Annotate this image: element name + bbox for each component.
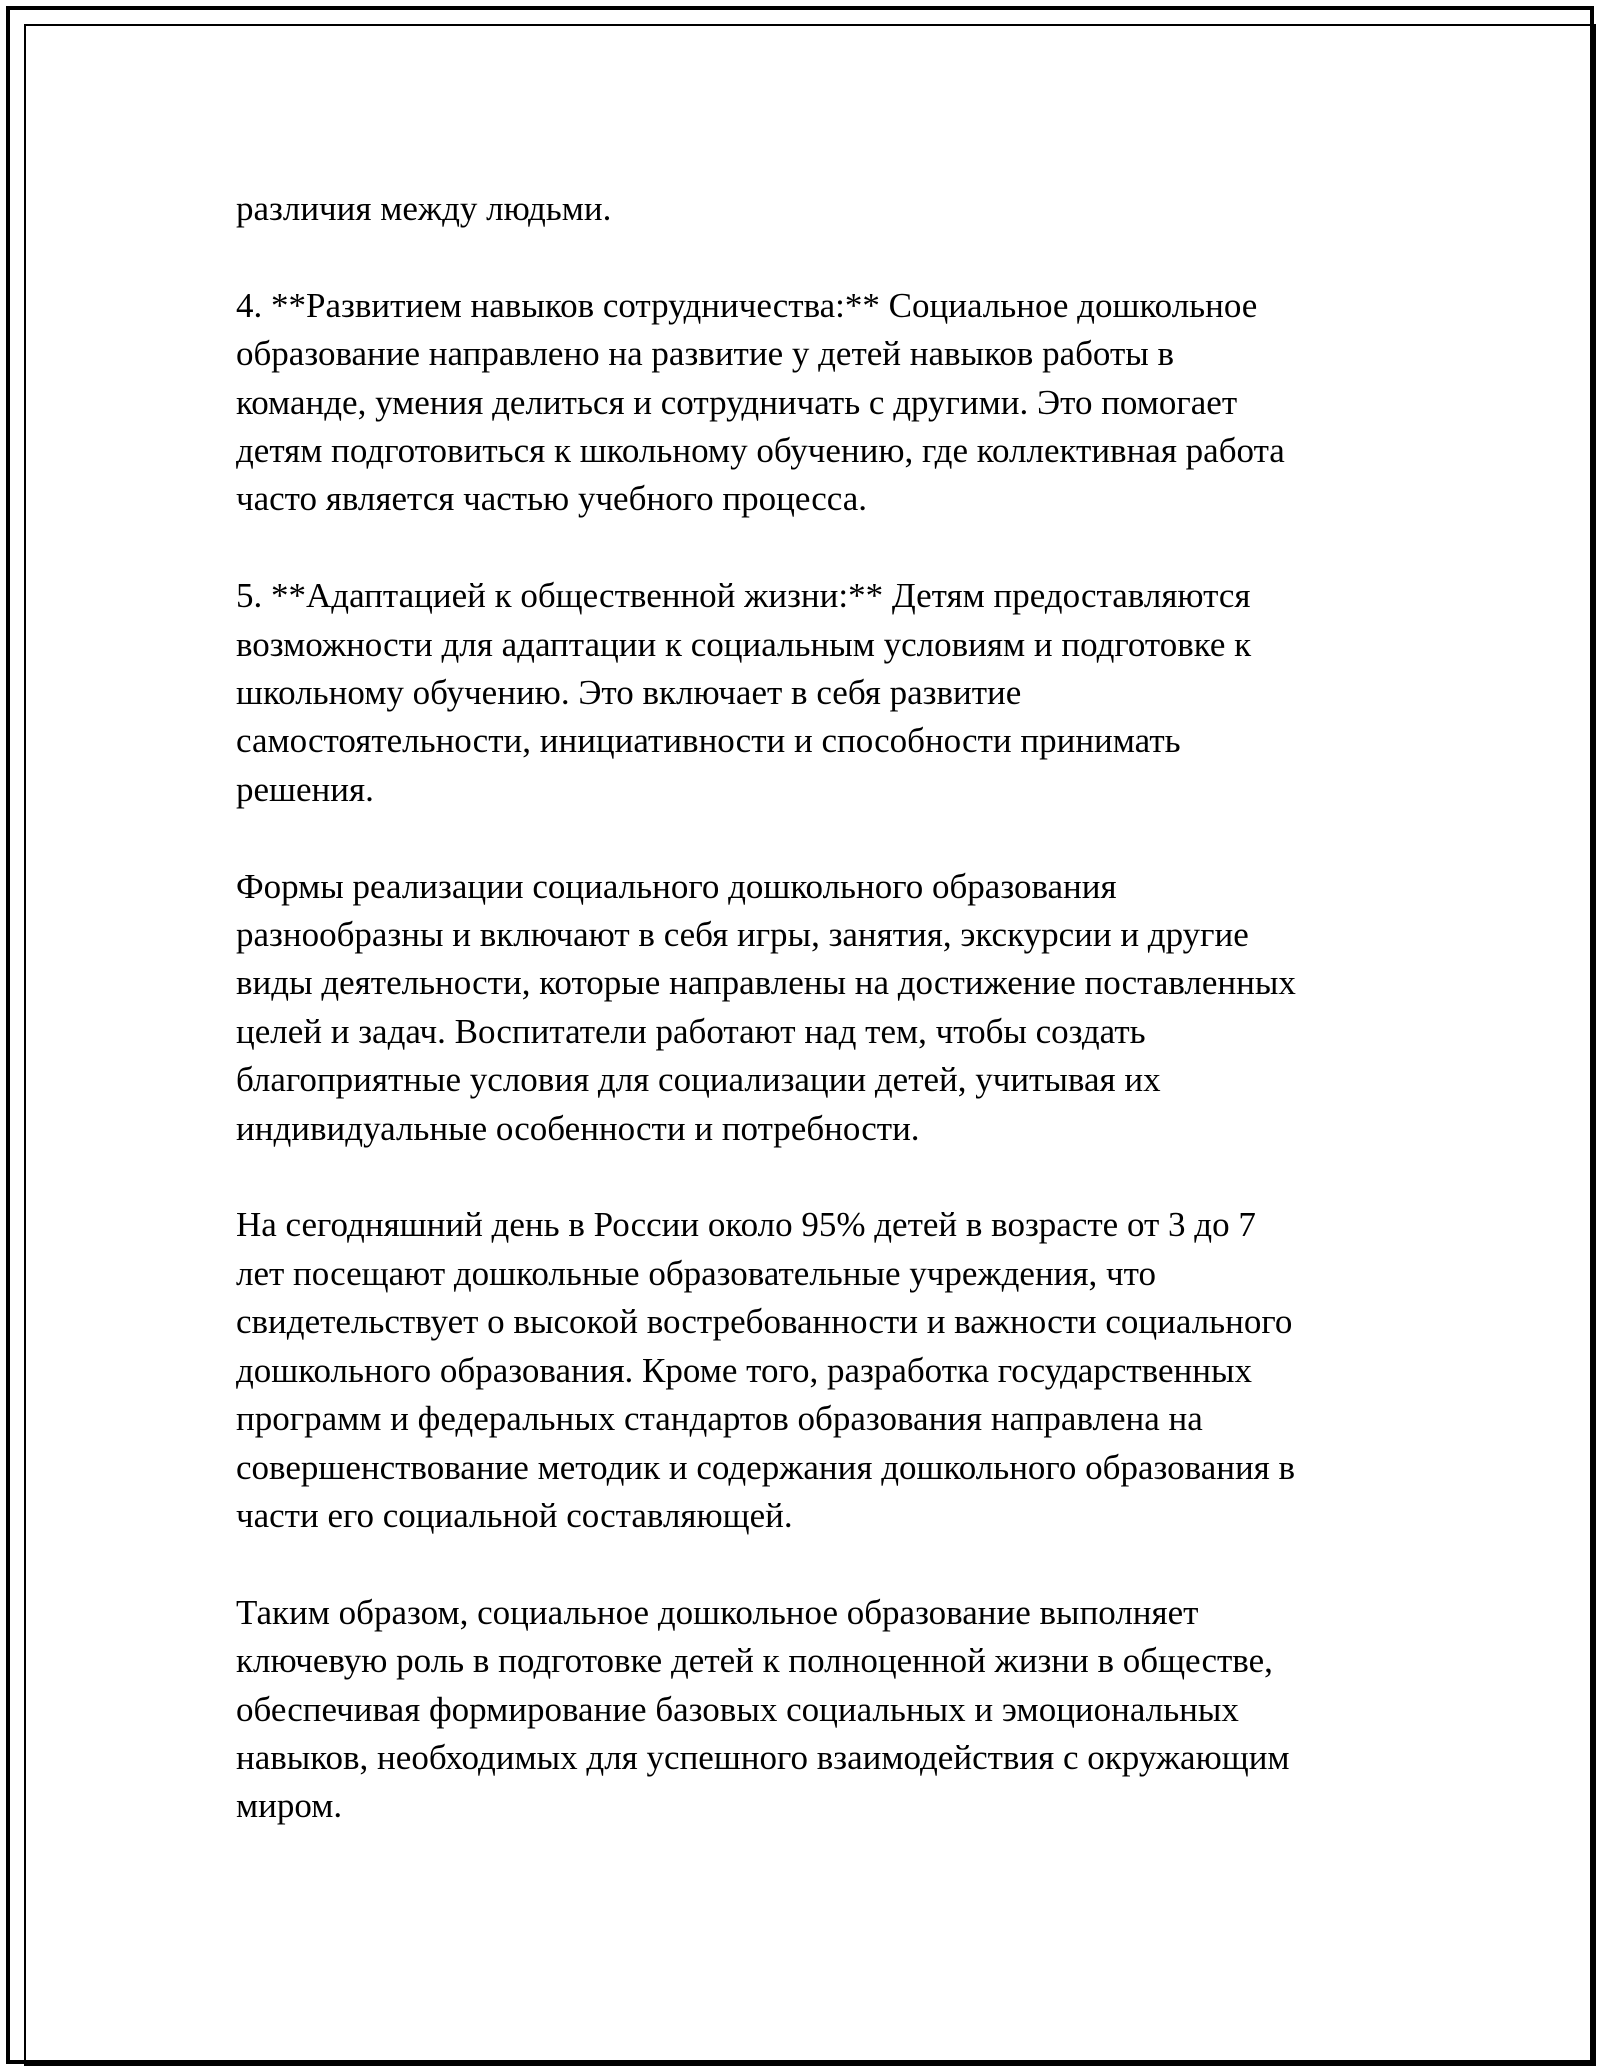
paragraph-forms-of-implementation: Формы реализации социального дошкольного образования разнообразны и включают в себя игры, занятия, экскурсии и другие виды деятельности, которые направлены на достижение поставленных целей и задач. Воспитатели работают над тем, чтобы создать благоприятные условия для социализации детей, учитывая их индивидуальные особенности и потребности. <box>236 866 1296 1148</box>
paragraph-conclusion: Таким образом, социальное дошкольное образование выполняет ключевую роль в подготовке детей к полноценной жизни в обществе, обеспечивая формирование базовых социальных и эмоциональных навыков, необходимых для успешного взаимодействия с окружающим миром. <box>236 1592 1290 1826</box>
paragraph-continuation: различия между людьми. <box>236 189 612 228</box>
paragraph-item-5-adaptation: 5. **Адаптацией к общественной жизни:** Детям предоставляются возможности для адаптации к социальным условиям и подготовке к школьному обучению. Это включает в себя развитие самостоятельности, инициативности и способности принимать решения. <box>236 576 1252 809</box>
paragraph-russia-statistics: На сегодняшний день в России около 95% детей в возрасте от 3 до 7 лет посещают дошкольные образовательные учреждения, что свидетельствует о высокой востребованности и важности социального дошкольного образования. Кроме того, разработка государственных программ и федеральных стандартов образования направлена на совершенствование методик и содержания дошкольного образования в части его социальной составляющей. <box>236 1205 1296 1535</box>
document-body <box>236 185 1376 1831</box>
paragraph-item-4-cooperation: 4. **Развитием навыков сотрудничества:** Социальное дошкольное образование направлено на развитие у детей навыков работы в команде, умения делиться и сотрудничать с другими. Это помогает детям подготовиться к школьному обучению, где коллективная работа часто является частью учебного процесса. <box>236 285 1285 519</box>
